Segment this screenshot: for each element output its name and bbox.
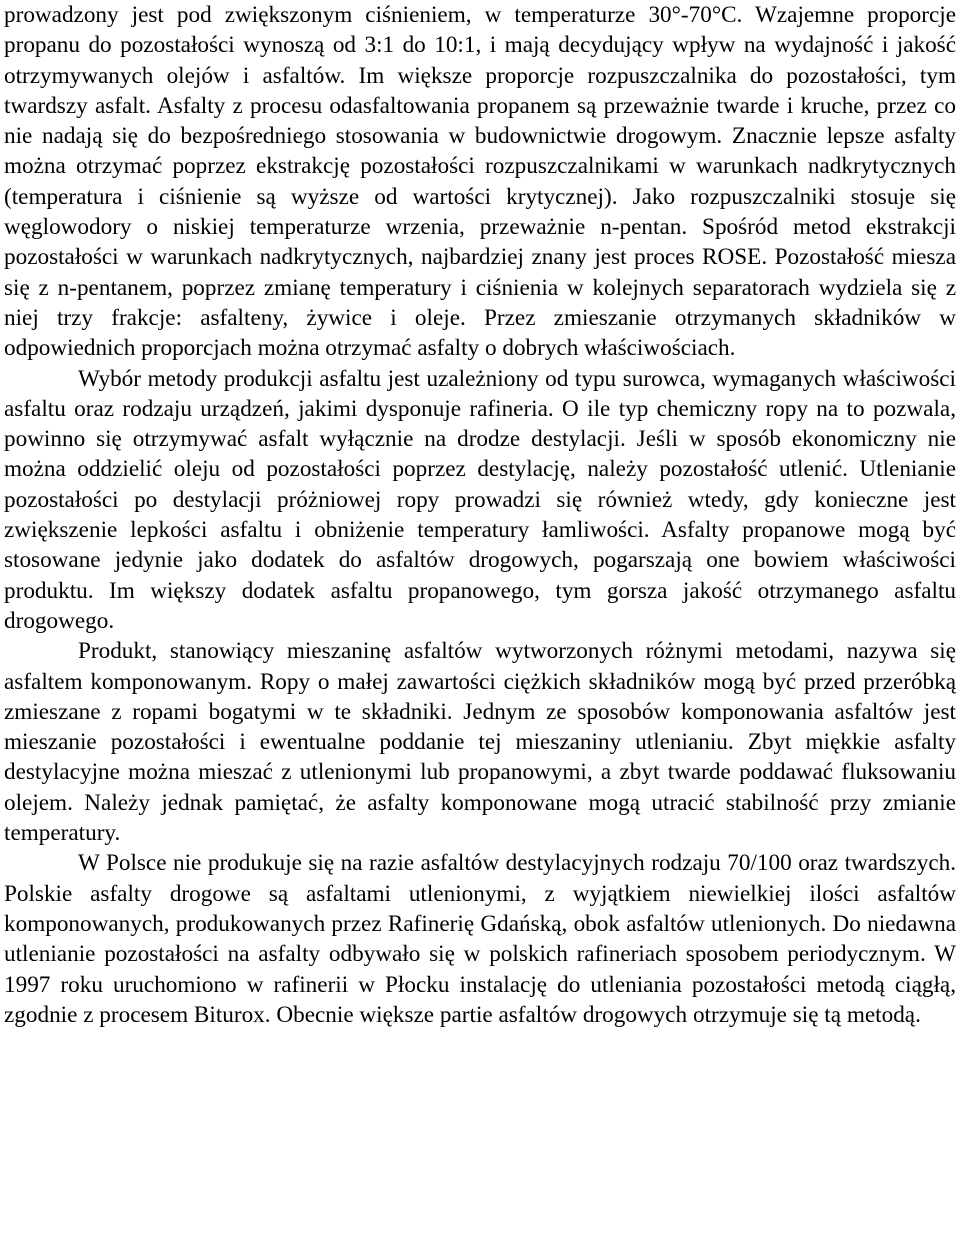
paragraph-continued-extraction: prowadzony jest pod zwiększonym ciśnieniem, w temperaturze 30°-70°C. Wzajemne proporcje propanu do pozostałości wynoszą od 3:1 do 10:1, i mają decydujący wpływ na wydajność i jakość otrzymywanych olejów i asfaltów. Im większe proporcje rozpuszczalnika do pozostałości, tym twardszy asfalt. Asfalty z procesu odasfaltowania propanem są przeważnie twarde i kruche, przez co nie nadają się do bezpośredniego stosowania w budownictwie drogowym. Znacznie lepsze asfalty można otrzymać poprzez ekstrakcję pozostałości rozpuszczalnikami w warunkach nadkrytycznych (temperatura i ciśnienie są wyższe od wartości krytycznej). Jako rozpuszczalniki stosuje się węglowodory o niskiej temperaturze wrzenia, przeważnie n-pentan. Spośród metod ekstrakcji pozostałości w warunkach nadkrytycznych, najbardziej znany jest proces ROSE. Pozostałość miesza się z n-pentanem, poprzez zmianę temperatury i ciśnienia w kolejnych separatorach wydziela się z niej trzy frakcje: asfalteny, żywice i oleje. Przez zmieszanie otrzymanych składników w odpowiednich proporcjach można otrzymać asfalty o dobrych właściwościach.: [4, 2, 956, 362]
paragraph-poland-production: W Polsce nie produkuje się na razie asfaltów destylacyjnych rodzaju 70/100 oraz twardszych. Polskie asfalty drogowe są asfaltami utlenionymi, z wyjątkiem niewielkiej ilości asfaltów komponowanych, produkowanych przez Rafinerię Gdańską, obok asfaltów utlenionych. Do niedawna utlenianie pozostałości na asfalty odbywało się w polskich rafineriach sposobem periodycznym. W 1997 roku uruchomiono w rafinerii w Płocku instalację do utleniania pozostałości metodą ciągłą, zgodnie z procesem Biturox. Obecnie większe partie asfaltów drogowych otrzymuje się tą metodą.: [4, 850, 956, 1028]
paragraph-blended-asphalt: Produkt, stanowiący mieszaninę asfaltów wytworzonych różnymi metodami, nazywa się asfaltem komponowanym. Ropy o małej zawartości ciężkich składników mogą być przed przeróbką zmieszane z ropami bogatymi w te składniki. Jednym ze sposobów komponowania asfaltów jest mieszanie pozostałości i ewentualne poddanie tej mieszaniny utlenianiu. Zbyt miękkie asfalty destylacyjne można mieszać z utlenionymi lub propanowymi, a zbyt twarde poddawać fluksowaniu olejem. Należy jednak pamiętać, że asfalty komponowane mogą utracić stabilność przy zmianie temperatury.: [4, 638, 956, 847]
document-page: [4, 0, 956, 1030]
paragraph-method-choice: Wybór metody produkcji asfaltu jest uzależniony od typu surowca, wymaganych właściwości asfaltu oraz rodzaju urządzeń, jakimi dysponuje rafineria. O ile typ chemiczny ropy na to pozwala, powinno się otrzymywać asfalt wyłącznie na drodze destylacji. Jeśli w sposób ekonomiczny nie można oddzielić oleju od pozostałości poprzez destylację, należy pozostałość utlenić. Utlenianie pozostałości po destylacji próżniowej ropy prowadzi się również wtedy, gdy konieczne jest zwiększenie lepkości asfaltu i obniżenie temperatury łamliwości. Asfalty propanowe mogą być stosowane jedynie jako dodatek do asfaltów drogowych, pogarszają one bowiem właściwości produktu. Im większy dodatek asfaltu propanowego, tym gorsza jakość otrzymanego asfaltu drogowego.: [4, 365, 956, 634]
